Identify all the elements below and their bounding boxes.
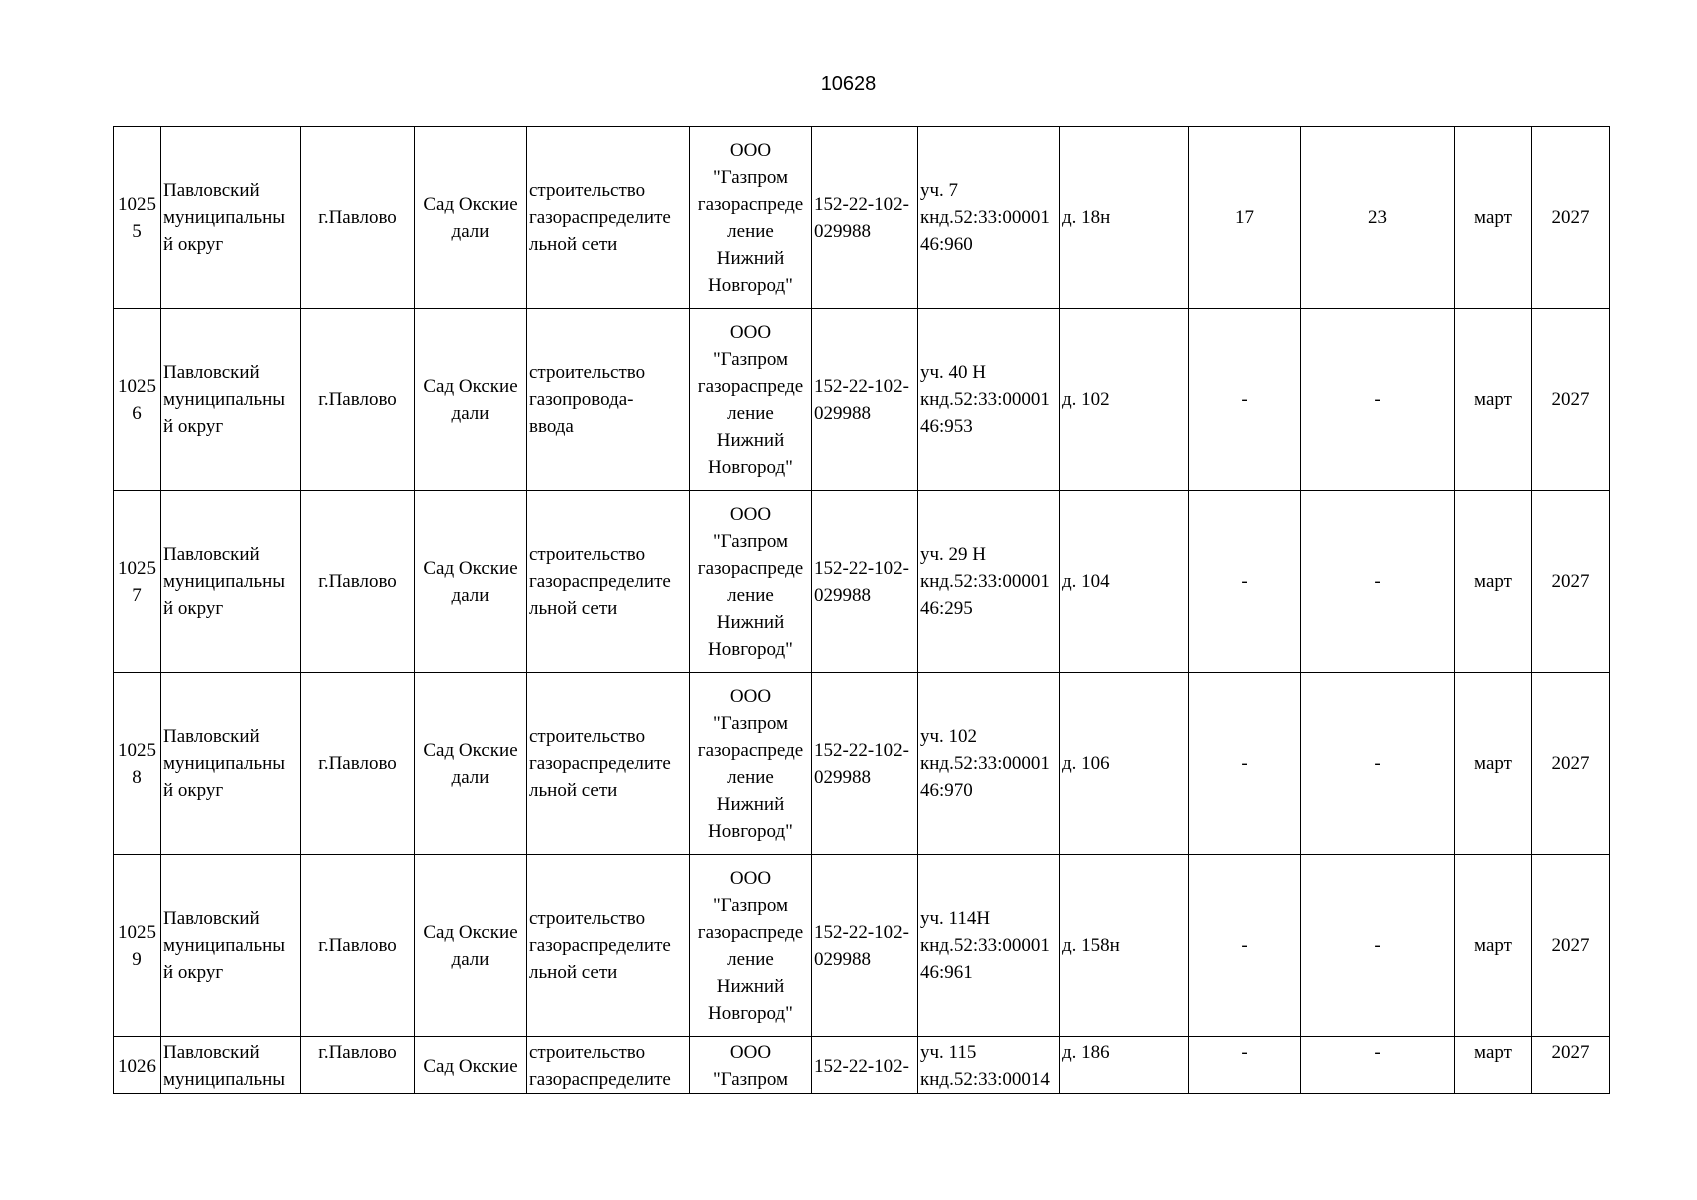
registration-number-cell: 152-22-102- 029988 — [812, 855, 918, 1037]
year-cell: 2027 — [1532, 855, 1610, 1037]
registration-number-cell: 152-22-102- 029988 — [812, 673, 918, 855]
organization-cell: ООО "Газпром газораспреде ление Нижний Новгород" — [690, 127, 812, 309]
value-2-cell: - — [1301, 1037, 1455, 1094]
work-type-cell: строительство газораспределите льной сети — [527, 491, 690, 673]
district-cell: Павловский муниципальны — [161, 1037, 301, 1094]
value-2-cell: - — [1301, 673, 1455, 855]
value-1-cell: 17 — [1189, 127, 1301, 309]
house-cell: д. 106 — [1060, 673, 1189, 855]
city-cell: г.Павлово — [301, 127, 415, 309]
district-cell: Павловский муниципальны й округ — [161, 127, 301, 309]
district-cell: Павловский муниципальны й округ — [161, 855, 301, 1037]
organization-cell: ООО "Газпром газораспреде ление Нижний Новгород" — [690, 309, 812, 491]
city-cell: г.Павлово — [301, 855, 415, 1037]
value-1-cell: - — [1189, 491, 1301, 673]
work-type-cell: строительство газопровода- ввода — [527, 309, 690, 491]
settlement-cell: Сад Окские дали — [415, 673, 527, 855]
district-cell: Павловский муниципальны й округ — [161, 309, 301, 491]
month-cell: март — [1455, 127, 1532, 309]
work-type-cell: строительство газораспределите льной сети — [527, 855, 690, 1037]
work-type-cell: строительство газораспределите — [527, 1037, 690, 1094]
plot-cell: уч. 115 кнд.52:33:00014 — [918, 1037, 1060, 1094]
table-row — [114, 491, 1610, 673]
table-row — [114, 673, 1610, 855]
house-cell: д. 104 — [1060, 491, 1189, 673]
registration-number-cell: 152-22-102- 029988 — [812, 309, 918, 491]
value-2-cell: - — [1301, 309, 1455, 491]
settlement-cell: Сад Окские дали — [415, 309, 527, 491]
plot-cell: уч. 7 кнд.52:33:00001 46:960 — [918, 127, 1060, 309]
settlement-cell: Сад Окские — [415, 1037, 527, 1094]
value-1-cell: - — [1189, 855, 1301, 1037]
organization-cell: ООО "Газпром газораспреде ление Нижний Новгород" — [690, 491, 812, 673]
plot-cell: уч. 102 кнд.52:33:00001 46:970 — [918, 673, 1060, 855]
plot-cell: уч. 29 Н кнд.52:33:00001 46:295 — [918, 491, 1060, 673]
year-cell: 2027 — [1532, 673, 1610, 855]
year-cell: 2027 — [1532, 127, 1610, 309]
row-number: 1025 8 — [114, 673, 161, 855]
work-type-cell: строительство газораспределите льной сети — [527, 673, 690, 855]
organization-cell: ООО "Газпром — [690, 1037, 812, 1094]
value-2-cell: - — [1301, 491, 1455, 673]
page-number: 10628 — [820, 73, 877, 95]
row-number: 1025 6 — [114, 309, 161, 491]
table-row — [114, 127, 1610, 309]
table-row — [114, 1037, 1610, 1094]
year-cell: 2027 — [1532, 491, 1610, 673]
registration-number-cell: 152-22-102- — [812, 1037, 918, 1094]
value-2-cell: - — [1301, 855, 1455, 1037]
district-cell: Павловский муниципальны й округ — [161, 673, 301, 855]
registration-number-cell: 152-22-102- 029988 — [812, 127, 918, 309]
settlement-cell: Сад Окские дали — [415, 491, 527, 673]
plot-cell: уч. 40 Н кнд.52:33:00001 46:953 — [918, 309, 1060, 491]
house-cell: д. 186 — [1060, 1037, 1189, 1094]
year-cell: 2027 — [1532, 309, 1610, 491]
value-1-cell: - — [1189, 309, 1301, 491]
registration-number-cell: 152-22-102- 029988 — [812, 491, 918, 673]
settlement-cell: Сад Окские дали — [415, 127, 527, 309]
value-1-cell: - — [1189, 673, 1301, 855]
table-row — [114, 855, 1610, 1037]
settlement-cell: Сад Окские дали — [415, 855, 527, 1037]
month-cell: март — [1455, 1037, 1532, 1094]
year-cell: 2027 — [1532, 1037, 1610, 1094]
house-cell: д. 18н — [1060, 127, 1189, 309]
city-cell: г.Павлово — [301, 673, 415, 855]
house-cell: д. 158н — [1060, 855, 1189, 1037]
row-number: 1025 7 — [114, 491, 161, 673]
work-type-cell: строительство газораспределите льной сети — [527, 127, 690, 309]
row-number: 1026 — [114, 1037, 161, 1094]
registry-table — [113, 126, 1610, 1094]
month-cell: март — [1455, 491, 1532, 673]
value-1-cell: - — [1189, 1037, 1301, 1094]
plot-cell: уч. 114Н кнд.52:33:00001 46:961 — [918, 855, 1060, 1037]
city-cell: г.Павлово — [301, 309, 415, 491]
house-cell: д. 102 — [1060, 309, 1189, 491]
district-cell: Павловский муниципальны й округ — [161, 491, 301, 673]
city-cell: г.Павлово — [301, 491, 415, 673]
month-cell: март — [1455, 673, 1532, 855]
month-cell: март — [1455, 309, 1532, 491]
value-2-cell: 23 — [1301, 127, 1455, 309]
organization-cell: ООО "Газпром газораспреде ление Нижний Новгород" — [690, 855, 812, 1037]
city-cell: г.Павлово — [301, 1037, 415, 1094]
table-row — [114, 309, 1610, 491]
month-cell: март — [1455, 855, 1532, 1037]
row-number: 1025 5 — [114, 127, 161, 309]
row-number: 1025 9 — [114, 855, 161, 1037]
organization-cell: ООО "Газпром газораспреде ление Нижний Новгород" — [690, 673, 812, 855]
